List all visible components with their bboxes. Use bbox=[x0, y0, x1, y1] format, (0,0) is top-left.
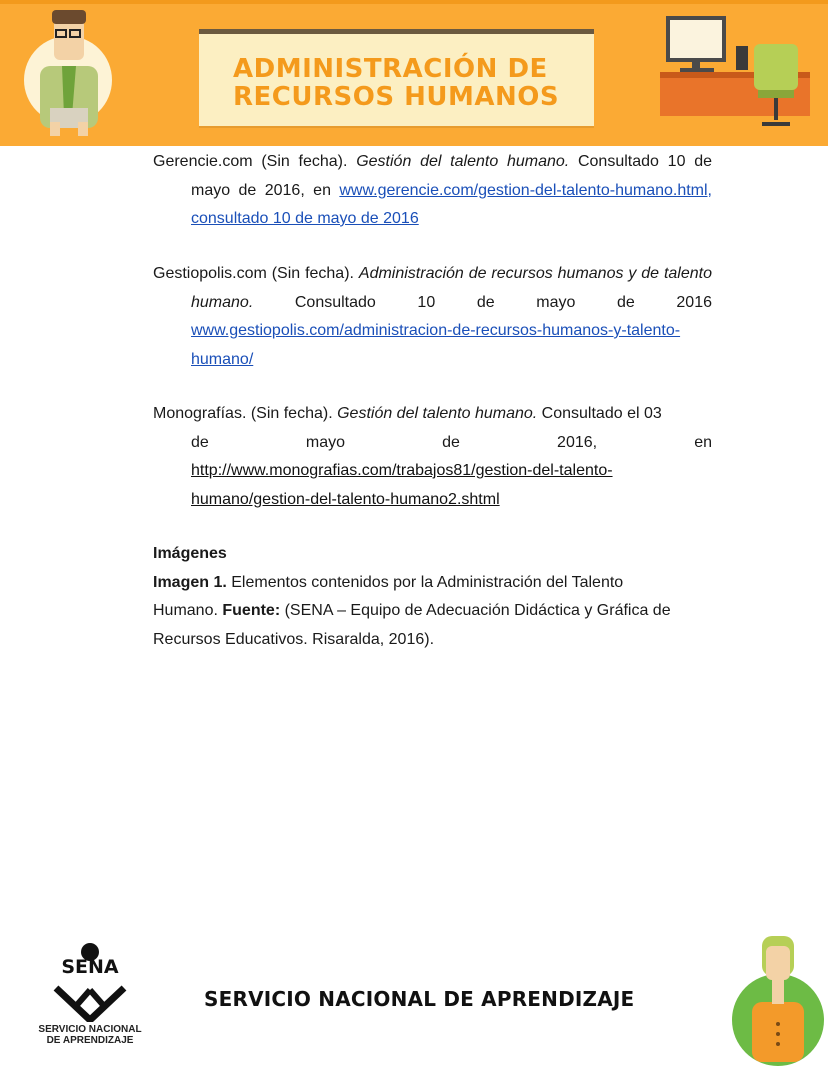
page-title-line1: ADMINISTRACIÓN DE bbox=[233, 54, 548, 84]
source-text: (SENA – Equipo de Adecuación Didáctica y Gráfica de Recursos Educativos. Risaralda, 2016). bbox=[153, 602, 671, 648]
reference-title: Administración de recursos humanos y de talento humano. bbox=[191, 265, 713, 311]
source-label: Fuente: bbox=[222, 602, 281, 619]
reference-suffix: Consultado 10 de mayo de 2016, en bbox=[191, 153, 713, 199]
images-section bbox=[153, 540, 674, 654]
reference-suffix: Consultado 10 de mayo de 2016 bbox=[253, 293, 712, 311]
reference-link[interactable]: www.gerencie.com/gestion-del-talento-humano.html, consultado 10 de mayo de 2016 bbox=[191, 181, 712, 227]
reference-word: de bbox=[442, 433, 460, 451]
reference-prefix: Monografías. (Sin fecha). bbox=[153, 405, 338, 422]
reference-word: de bbox=[191, 433, 209, 451]
section-heading: Imágenes bbox=[153, 545, 227, 562]
woman-illustration bbox=[728, 928, 828, 1068]
reference-monografias bbox=[153, 400, 712, 514]
reference-gestiopolis bbox=[153, 260, 712, 374]
page-title-line2: RECURSOS HUMANOS bbox=[233, 82, 560, 112]
reference-prefix: Gerencie.com (Sin fecha). bbox=[153, 153, 357, 170]
caption-label: Imagen 1. bbox=[153, 573, 227, 591]
sena-logo-word: SENA bbox=[61, 956, 119, 978]
man-illustration bbox=[10, 0, 130, 146]
caption-text: Elementos contenidos por la Administración del Talento Humano. bbox=[153, 573, 624, 619]
reference-word: 2016, bbox=[557, 433, 598, 451]
reference-link[interactable]: http://www.monografias.com/trabajos81/gestion-del-talento-humano/gestion-del-talento-humano2.shtml bbox=[191, 462, 613, 508]
reference-title: Gestión del talento humano. bbox=[356, 153, 570, 170]
reference-link[interactable]: www.gestiopolis.com/administracion-de-recursos-humanos-y-talento-humano/ bbox=[191, 322, 681, 368]
image-caption bbox=[153, 569, 674, 655]
reference-date-line bbox=[191, 429, 712, 458]
reference-title: Gestión del talento humano. bbox=[337, 405, 538, 422]
footer-title: SERVICIO NACIONAL DE APRENDIZAJE bbox=[204, 987, 635, 1011]
title-box bbox=[199, 29, 594, 126]
reference-gerencie bbox=[153, 148, 712, 234]
sena-logo-caption-line2: DE APRENDIZAJE bbox=[46, 1035, 134, 1046]
reference-prefix: Gestiopolis.com (Sin fecha). bbox=[153, 265, 359, 282]
reference-word: mayo bbox=[305, 433, 346, 451]
sena-logo-icon bbox=[30, 940, 150, 1022]
reference-word: en bbox=[694, 433, 712, 451]
sena-logo-caption-line1: SERVICIO NACIONAL bbox=[38, 1024, 142, 1035]
reference-suffix: Consultado el 03 bbox=[537, 405, 662, 422]
header-banner bbox=[0, 0, 828, 146]
sena-logo bbox=[30, 940, 150, 1048]
desk-illustration bbox=[658, 0, 828, 146]
